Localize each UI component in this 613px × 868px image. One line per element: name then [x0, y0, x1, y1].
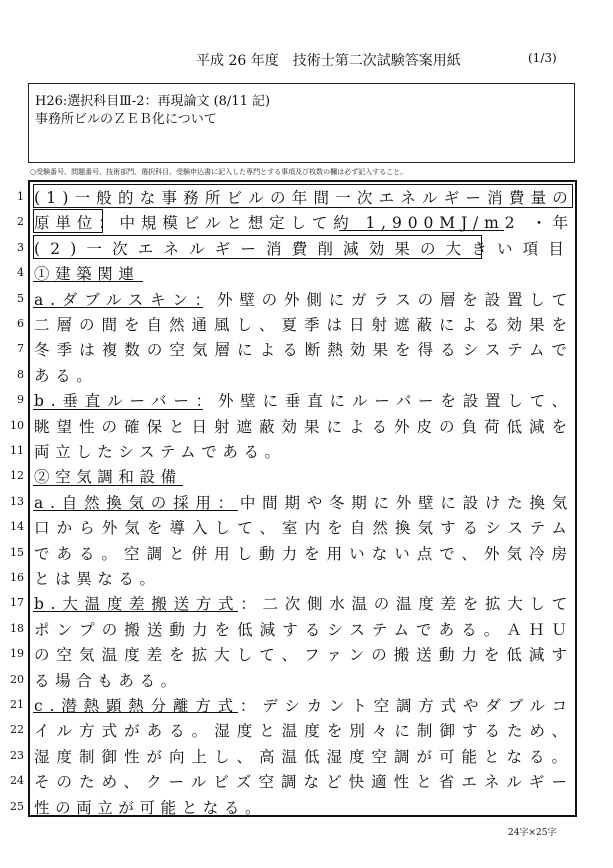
- instruction-note: ○受験番号、問題番号、技術部門、選択科目、受験申込書に記入した専門とする事項及び枚数の欄は必ず記入すること。: [30, 168, 408, 176]
- line-number: 21: [10, 698, 24, 711]
- line-number: 22: [10, 723, 24, 737]
- underline-item-a2: [33, 510, 238, 511]
- answer-line: 原単位：中規模ビルと想定して約 1,900MJ/m2 ・年: [34, 214, 574, 233]
- line-number: 20: [10, 672, 24, 686]
- info-topic: 事務所ビルのＺＥＢ化について: [35, 112, 217, 127]
- answer-line: ポンプの搬送動力を低減するシステムである。ＡＨＵ: [34, 620, 574, 639]
- underline-item-b1: [33, 409, 203, 410]
- heading-box-2: [33, 209, 103, 233]
- line-number: 5: [17, 291, 24, 305]
- line-number: 18: [10, 621, 24, 635]
- line-number: 15: [10, 545, 24, 559]
- answer-line: ある。: [34, 366, 98, 385]
- answer-line: 冬季は複数の空気層による断熱効果を得るシステムで: [34, 341, 574, 360]
- answer-line: a.自然換気の採用：中間期や冬期に外壁に設けた換気: [34, 493, 574, 512]
- line-number: 2: [17, 215, 24, 229]
- line-number: 12: [10, 469, 24, 483]
- line-number: 9: [17, 393, 24, 407]
- answer-line: b.大温度差搬送方式：二次側水温の温度差を拡大して: [34, 595, 574, 614]
- answer-line: (1)一般的な事務所ビルの年間一次エネルギー消費量の: [34, 189, 574, 207]
- line-number: 3: [17, 240, 24, 254]
- answer-line: a.ダブルスキン：外壁の外側にガラスの層を設置して: [34, 290, 574, 309]
- line-number: 23: [10, 748, 24, 762]
- line-number: 19: [10, 647, 24, 661]
- answer-line: 両立したシステムである。: [34, 443, 286, 461]
- grid-size-label: 24字×25字: [508, 828, 557, 838]
- info-subject: H26:選択科目Ⅲ-2：再現論文 (8/11 記): [35, 94, 271, 109]
- answer-line: である。空調と併用し動力を用いない点で、外気冷房: [34, 544, 574, 563]
- line-number: 16: [10, 571, 24, 584]
- answer-line: の空気温度差を拡大して、ファンの搬送動力を低減す: [34, 646, 574, 665]
- answer-line: 性の両立が可能となる。: [34, 798, 267, 817]
- answer-line: 湿度制御性が向上し、高温低湿度空調が可能となる。: [34, 747, 574, 766]
- line-number: 25: [10, 799, 24, 813]
- answer-line: 眺望性の確保と日射遮蔽効果による外皮の負荷低減を: [34, 417, 574, 436]
- answer-line: (2)一次エネルギー消費削減効果の大きい項目: [34, 239, 574, 258]
- line-number: 24: [10, 774, 24, 788]
- answer-line: 口から外気を導入して、室内を自然換気するシステム: [34, 519, 574, 538]
- info-box: [28, 83, 575, 163]
- line-number: 4: [17, 266, 24, 280]
- answer-line: そのため、クールビズ空調など快適性と省エネルギー: [34, 773, 574, 792]
- line-number: 17: [10, 596, 24, 610]
- sheet-title: 平成 26 年度 技術士第二次試験答案用紙: [196, 53, 461, 69]
- underline-section-1: [33, 281, 143, 282]
- heading-box-3: [33, 235, 482, 259]
- heading-box-1: [33, 184, 573, 208]
- answer-line: b.垂直ルーバー：外壁に垂直にルーバーを設置して、: [34, 392, 574, 411]
- underline-item-b2: [33, 611, 238, 612]
- answer-line: ①建築関連: [34, 265, 140, 284]
- line-number: 6: [17, 317, 24, 330]
- line-number: 1: [17, 190, 24, 203]
- underline-value: [339, 230, 504, 231]
- answer-line: c.潜熱顕熱分離方式：デシカント空調方式やダブルコ: [34, 697, 574, 715]
- answer-line: とは異なる。: [34, 570, 161, 588]
- line-number: 13: [10, 494, 24, 508]
- underline-item-c2: [33, 712, 238, 713]
- answer-line: る場合もある。: [34, 671, 182, 690]
- underline-section-2: [33, 485, 183, 486]
- line-number: 7: [17, 342, 24, 356]
- page-number: (1/3): [528, 51, 557, 65]
- answer-line: イル方式がある。湿度と温度を別々に制御するため、: [34, 722, 574, 741]
- line-number: 8: [17, 367, 24, 381]
- answer-line: 二層の間を自然通風し、夏季は日射遮蔽による効果を: [34, 316, 574, 334]
- line-number: 11: [10, 444, 24, 457]
- line-number: 14: [10, 520, 24, 534]
- underline-item-a1: [33, 307, 203, 308]
- answer-line: ②空気調和設備: [34, 468, 182, 487]
- line-number: 10: [10, 418, 24, 432]
